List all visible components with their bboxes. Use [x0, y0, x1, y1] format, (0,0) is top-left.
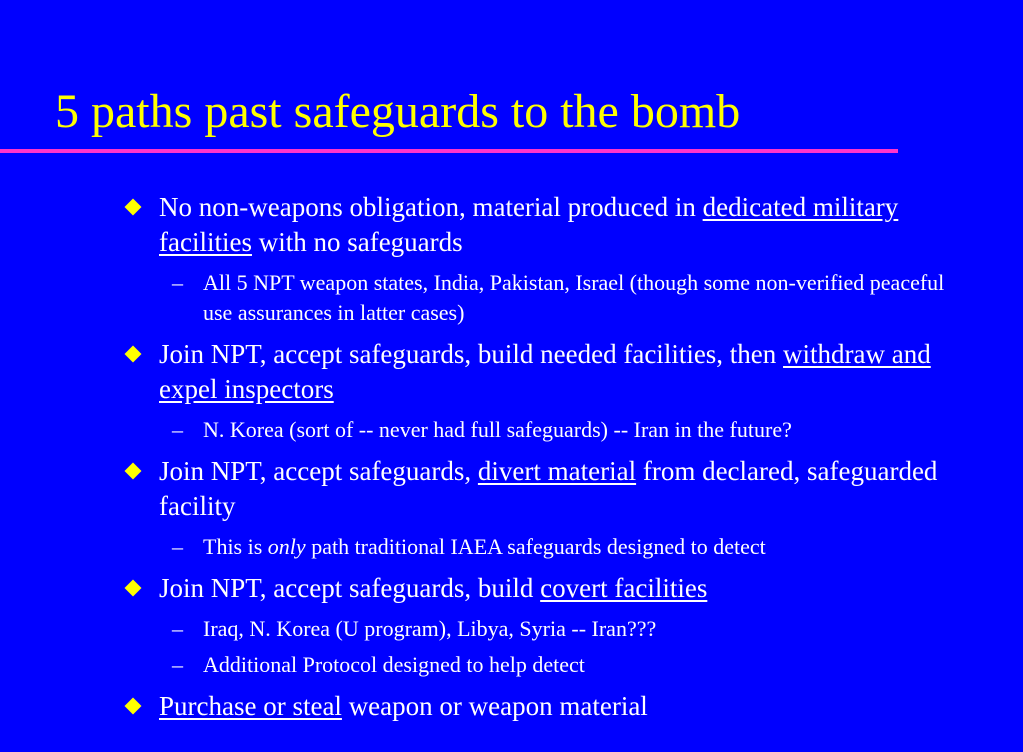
sub-bullet-4-1: Iraq, N. Korea (U program), Libya, Syria -- Iran??? — [203, 616, 657, 641]
diamond-bullet-icon — [125, 580, 142, 597]
bullet-text: Join NPT, accept safeguards, build — [159, 573, 541, 603]
sub-bullet-3-1 — [203, 532, 973, 562]
bullet-emphasis: withdraw and expel inspectors — [159, 339, 931, 404]
diamond-bullet-icon — [125, 463, 142, 480]
sub-bullet-2-1: N. Korea (sort of -- never had full safeguards) -- Iran in the future? — [203, 417, 792, 442]
bullet-point-2 — [159, 337, 974, 407]
diamond-bullet-icon — [125, 199, 142, 216]
sub-bullet-dash: – — [172, 417, 183, 442]
sub-bullet-dash: – — [172, 652, 183, 677]
bullet-text: from declared, safeguarded facility — [159, 456, 938, 521]
sub-bullet-1-1: All 5 NPT weapon states, India, Pakistan, Israel (though some non-verified peaceful use assurances in latter cases) — [203, 270, 945, 325]
sub-bullet-italic: only — [267, 534, 306, 559]
sub-bullet-dash: – — [172, 616, 183, 641]
bullet-point-5 — [159, 689, 974, 724]
bullet-point-3 — [159, 454, 974, 524]
bullet-emphasis: Purchase or steal — [159, 691, 342, 721]
bullet-emphasis: covert facilities — [540, 573, 708, 603]
bullet-text: Join NPT, accept safeguards, — [159, 456, 478, 486]
sub-bullet-text: path traditional IAEA safeguards designed to detect — [305, 534, 766, 559]
bullet-point-1 — [159, 190, 974, 260]
sub-bullet-4-2: Additional Protocol designed to help detect — [203, 652, 585, 677]
sub-bullet-dash: – — [172, 534, 183, 559]
diamond-bullet-icon — [125, 698, 142, 715]
bullet-text: weapon or weapon material — [341, 691, 648, 721]
title-underline-rule — [0, 149, 898, 153]
slide-title: 5 paths past safeguards to the bomb — [55, 85, 741, 138]
bullet-emphasis: dedicated military facilities — [159, 192, 899, 257]
diamond-bullet-icon — [125, 346, 142, 363]
bullet-text: No non-weapons obligation, material produced in — [159, 192, 703, 222]
bullet-text: with no safeguards — [251, 227, 463, 257]
bullet-text: Join NPT, accept safeguards, build needed facilities, then — [159, 339, 784, 369]
sub-bullet-text: This is — [203, 534, 268, 559]
bullet-emphasis: divert material — [477, 456, 637, 486]
bullet-point-4 — [159, 571, 974, 606]
sub-bullet-dash: – — [172, 270, 183, 295]
